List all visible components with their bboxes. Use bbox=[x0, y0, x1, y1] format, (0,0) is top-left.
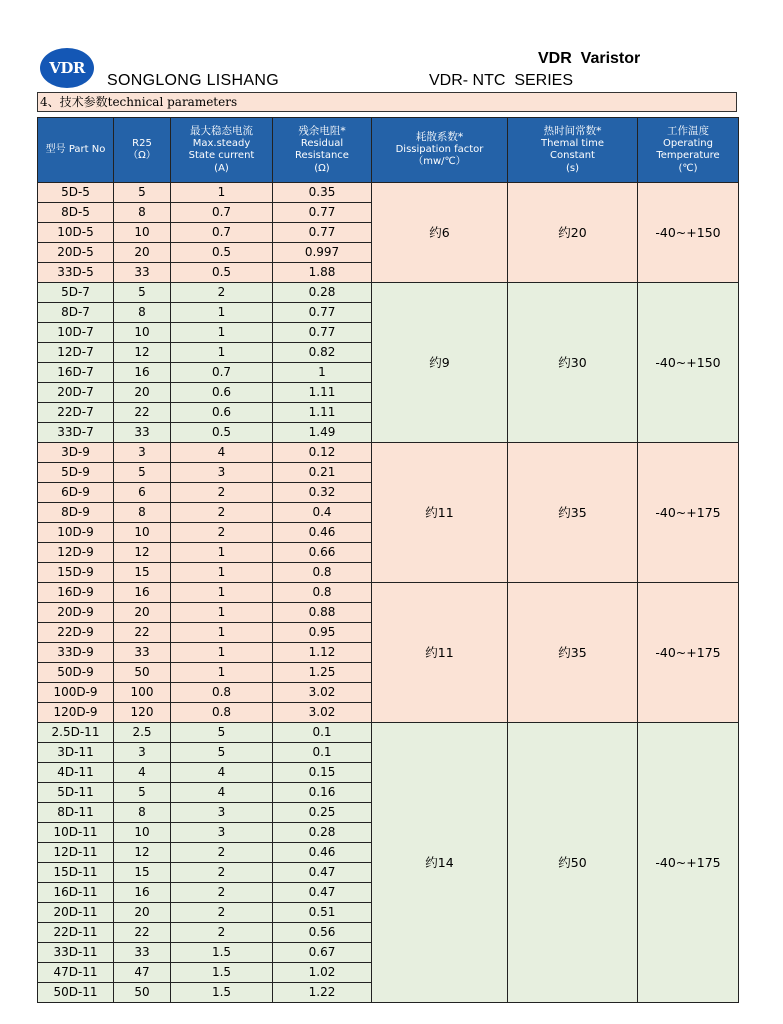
r25-cell: 16 bbox=[114, 363, 171, 383]
max-current-cell: 1 bbox=[171, 183, 273, 203]
column-header-line: 热时间常数* bbox=[543, 125, 602, 137]
column-header-line: 最大稳态电流 bbox=[190, 125, 253, 137]
residual-resistance-cell: 0.77 bbox=[273, 303, 372, 323]
part-number-cell: 5D-5 bbox=[38, 183, 114, 203]
max-current-cell: 1 bbox=[171, 303, 273, 323]
company-name: SONGLONG LISHANG bbox=[107, 72, 279, 89]
residual-resistance-cell: 0.8 bbox=[273, 563, 372, 583]
column-header-line: (A) bbox=[214, 162, 229, 174]
residual-resistance-cell: 0.67 bbox=[273, 943, 372, 963]
r25-cell: 5 bbox=[114, 783, 171, 803]
part-number-cell: 8D-7 bbox=[38, 303, 114, 323]
time-constant-cell: 约35 bbox=[508, 443, 638, 583]
column-header-line: （Ω） bbox=[128, 150, 156, 161]
max-current-cell: 1 bbox=[171, 663, 273, 683]
part-number-cell: 10D-7 bbox=[38, 323, 114, 343]
part-number-cell: 12D-11 bbox=[38, 843, 114, 863]
r25-cell: 12 bbox=[114, 543, 171, 563]
max-current-cell: 1 bbox=[171, 623, 273, 643]
max-current-cell: 5 bbox=[171, 723, 273, 743]
r25-cell: 20 bbox=[114, 603, 171, 623]
part-number-cell: 20D-11 bbox=[38, 903, 114, 923]
max-current-cell: 0.5 bbox=[171, 423, 273, 443]
r25-cell: 4 bbox=[114, 763, 171, 783]
column-header-line: 工作温度 bbox=[667, 125, 709, 137]
operating-temperature-cell: -40~+175 bbox=[638, 583, 739, 723]
residual-resistance-cell: 0.28 bbox=[273, 283, 372, 303]
r25-cell: 15 bbox=[114, 563, 171, 583]
part-number-cell: 33D-5 bbox=[38, 263, 114, 283]
column-header-line: （mw/℃） bbox=[413, 156, 466, 168]
part-number-cell: 15D-11 bbox=[38, 863, 114, 883]
part-number-cell: 6D-9 bbox=[38, 483, 114, 503]
max-current-cell: 4 bbox=[171, 443, 273, 463]
part-number-cell: 5D-11 bbox=[38, 783, 114, 803]
r25-cell: 6 bbox=[114, 483, 171, 503]
residual-resistance-cell: 0.46 bbox=[273, 843, 372, 863]
r25-cell: 100 bbox=[114, 683, 171, 703]
r25-cell: 2.5 bbox=[114, 723, 171, 743]
part-number-cell: 47D-11 bbox=[38, 963, 114, 983]
part-number-cell: 20D-9 bbox=[38, 603, 114, 623]
residual-resistance-cell: 1.88 bbox=[273, 263, 372, 283]
max-current-cell: 1 bbox=[171, 583, 273, 603]
residual-resistance-cell: 0.77 bbox=[273, 323, 372, 343]
r25-cell: 8 bbox=[114, 803, 171, 823]
dissipation-factor-cell: 约6 bbox=[372, 183, 508, 283]
r25-cell: 33 bbox=[114, 423, 171, 443]
residual-resistance-cell: 0.4 bbox=[273, 503, 372, 523]
table-row bbox=[38, 583, 739, 603]
max-current-cell: 1 bbox=[171, 343, 273, 363]
column-header-line: Max.steady bbox=[192, 137, 251, 149]
r25-cell: 8 bbox=[114, 303, 171, 323]
part-number-cell: 4D-11 bbox=[38, 763, 114, 783]
r25-cell: 10 bbox=[114, 223, 171, 243]
residual-resistance-cell: 0.12 bbox=[273, 443, 372, 463]
product-title: VDR Varistor bbox=[538, 50, 641, 67]
max-current-cell: 2 bbox=[171, 903, 273, 923]
residual-resistance-cell: 0.32 bbox=[273, 483, 372, 503]
column-header bbox=[638, 118, 739, 183]
r25-cell: 8 bbox=[114, 503, 171, 523]
part-number-cell: 20D-5 bbox=[38, 243, 114, 263]
residual-resistance-cell: 1.11 bbox=[273, 403, 372, 423]
column-header bbox=[372, 118, 508, 183]
residual-resistance-cell: 0.28 bbox=[273, 823, 372, 843]
max-current-cell: 2 bbox=[171, 483, 273, 503]
r25-cell: 16 bbox=[114, 583, 171, 603]
column-header-line: (s) bbox=[565, 162, 579, 174]
table-row bbox=[38, 183, 739, 203]
part-number-cell: 120D-9 bbox=[38, 703, 114, 723]
section-heading: 4、技术参数technical parameters bbox=[37, 92, 737, 112]
operating-temperature-cell: -40~+175 bbox=[638, 723, 739, 1003]
residual-resistance-cell: 1.22 bbox=[273, 983, 372, 1003]
max-current-cell: 0.8 bbox=[171, 703, 273, 723]
column-header-line: 耗散系数* bbox=[415, 131, 464, 144]
time-constant-cell: 约20 bbox=[508, 183, 638, 283]
vdr-logo bbox=[40, 48, 94, 88]
max-current-cell: 3 bbox=[171, 803, 273, 823]
column-header-line: Resistance bbox=[295, 150, 349, 161]
part-number-cell: 50D-11 bbox=[38, 983, 114, 1003]
residual-resistance-cell: 0.47 bbox=[273, 883, 372, 903]
part-number-cell: 50D-9 bbox=[38, 663, 114, 683]
column-header-line: Temperature bbox=[656, 150, 720, 161]
max-current-cell: 1.5 bbox=[171, 983, 273, 1003]
column-header-line: 型号 Part No bbox=[45, 143, 106, 155]
part-number-cell: 100D-9 bbox=[38, 683, 114, 703]
max-current-cell: 3 bbox=[171, 823, 273, 843]
r25-cell: 50 bbox=[114, 663, 171, 683]
column-header-line: Dissipation factor bbox=[395, 143, 484, 155]
column-header-line: State current bbox=[188, 150, 255, 161]
max-current-cell: 2 bbox=[171, 863, 273, 883]
dissipation-factor-cell: 约11 bbox=[372, 443, 508, 583]
r25-cell: 20 bbox=[114, 383, 171, 403]
residual-resistance-cell: 0.47 bbox=[273, 863, 372, 883]
max-current-cell: 1 bbox=[171, 543, 273, 563]
operating-temperature-cell: -40~+175 bbox=[638, 443, 739, 583]
operating-temperature-cell: -40~+150 bbox=[638, 283, 739, 443]
residual-resistance-cell: 0.997 bbox=[273, 243, 372, 263]
max-current-cell: 2 bbox=[171, 843, 273, 863]
residual-resistance-cell: 0.51 bbox=[273, 903, 372, 923]
part-number-cell: 3D-9 bbox=[38, 443, 114, 463]
operating-temperature-cell: -40~+150 bbox=[638, 183, 739, 283]
column-header-line: Residual bbox=[300, 137, 344, 149]
residual-resistance-cell: 0.46 bbox=[273, 523, 372, 543]
max-current-cell: 0.8 bbox=[171, 683, 273, 703]
r25-cell: 3 bbox=[114, 443, 171, 463]
column-header-line: (Ω) bbox=[314, 162, 330, 174]
max-current-cell: 0.7 bbox=[171, 223, 273, 243]
part-number-cell: 33D-9 bbox=[38, 643, 114, 663]
logo-text: VDR bbox=[49, 59, 85, 77]
max-current-cell: 1.5 bbox=[171, 943, 273, 963]
part-number-cell: 12D-9 bbox=[38, 543, 114, 563]
part-number-cell: 15D-9 bbox=[38, 563, 114, 583]
residual-resistance-cell: 0.15 bbox=[273, 763, 372, 783]
r25-cell: 5 bbox=[114, 183, 171, 203]
time-constant-cell: 约30 bbox=[508, 283, 638, 443]
residual-resistance-cell: 0.88 bbox=[273, 603, 372, 623]
residual-resistance-cell: 0.8 bbox=[273, 583, 372, 603]
r25-cell: 16 bbox=[114, 883, 171, 903]
part-number-cell: 5D-9 bbox=[38, 463, 114, 483]
residual-resistance-cell: 0.16 bbox=[273, 783, 372, 803]
r25-cell: 15 bbox=[114, 863, 171, 883]
dissipation-factor-cell: 约9 bbox=[372, 283, 508, 443]
residual-resistance-cell: 1.11 bbox=[273, 383, 372, 403]
part-number-cell: 22D-7 bbox=[38, 403, 114, 423]
r25-cell: 12 bbox=[114, 343, 171, 363]
table-row bbox=[38, 283, 739, 303]
part-number-cell: 22D-9 bbox=[38, 623, 114, 643]
time-constant-cell: 约50 bbox=[508, 723, 638, 1003]
residual-resistance-cell: 3.02 bbox=[273, 703, 372, 723]
r25-cell: 12 bbox=[114, 843, 171, 863]
max-current-cell: 2 bbox=[171, 923, 273, 943]
max-current-cell: 1 bbox=[171, 563, 273, 583]
residual-resistance-cell: 0.95 bbox=[273, 623, 372, 643]
series-title: VDR- NTC SERIES bbox=[429, 72, 574, 89]
r25-cell: 10 bbox=[114, 323, 171, 343]
max-current-cell: 5 bbox=[171, 743, 273, 763]
residual-resistance-cell: 0.1 bbox=[273, 743, 372, 763]
max-current-cell: 2 bbox=[171, 883, 273, 903]
part-number-cell: 2.5D-11 bbox=[38, 723, 114, 743]
part-number-cell: 10D-5 bbox=[38, 223, 114, 243]
column-header bbox=[171, 118, 273, 183]
max-current-cell: 0.5 bbox=[171, 243, 273, 263]
r25-cell: 3 bbox=[114, 743, 171, 763]
part-number-cell: 10D-9 bbox=[38, 523, 114, 543]
column-header-line: Constant bbox=[550, 150, 595, 161]
r25-cell: 22 bbox=[114, 403, 171, 423]
column-header-line: Operating bbox=[663, 137, 713, 149]
column-header bbox=[508, 118, 638, 183]
max-current-cell: 0.5 bbox=[171, 263, 273, 283]
max-current-cell: 0.7 bbox=[171, 363, 273, 383]
residual-resistance-cell: 0.82 bbox=[273, 343, 372, 363]
residual-resistance-cell: 1.12 bbox=[273, 643, 372, 663]
column-header-line: (℃) bbox=[678, 162, 698, 174]
part-number-cell: 20D-7 bbox=[38, 383, 114, 403]
max-current-cell: 4 bbox=[171, 783, 273, 803]
max-current-cell: 1.5 bbox=[171, 963, 273, 983]
residual-resistance-cell: 0.35 bbox=[273, 183, 372, 203]
r25-cell: 22 bbox=[114, 923, 171, 943]
header-row bbox=[38, 118, 739, 183]
part-number-cell: 8D-5 bbox=[38, 203, 114, 223]
residual-resistance-cell: 1 bbox=[273, 363, 372, 383]
residual-resistance-cell: 0.25 bbox=[273, 803, 372, 823]
r25-cell: 20 bbox=[114, 243, 171, 263]
part-number-cell: 22D-11 bbox=[38, 923, 114, 943]
max-current-cell: 1 bbox=[171, 323, 273, 343]
max-current-cell: 2 bbox=[171, 283, 273, 303]
residual-resistance-cell: 0.1 bbox=[273, 723, 372, 743]
r25-cell: 120 bbox=[114, 703, 171, 723]
residual-resistance-cell: 0.66 bbox=[273, 543, 372, 563]
max-current-cell: 2 bbox=[171, 523, 273, 543]
part-number-cell: 10D-11 bbox=[38, 823, 114, 843]
max-current-cell: 0.7 bbox=[171, 203, 273, 223]
r25-cell: 47 bbox=[114, 963, 171, 983]
r25-cell: 10 bbox=[114, 823, 171, 843]
r25-cell: 10 bbox=[114, 523, 171, 543]
r25-cell: 33 bbox=[114, 643, 171, 663]
max-current-cell: 0.6 bbox=[171, 383, 273, 403]
max-current-cell: 2 bbox=[171, 503, 273, 523]
residual-resistance-cell: 0.77 bbox=[273, 223, 372, 243]
r25-cell: 5 bbox=[114, 283, 171, 303]
table-row bbox=[38, 443, 739, 463]
column-header bbox=[114, 118, 171, 183]
column-header bbox=[38, 118, 114, 183]
max-current-cell: 4 bbox=[171, 763, 273, 783]
column-header-line: Themal time bbox=[540, 137, 605, 149]
max-current-cell: 1 bbox=[171, 603, 273, 623]
residual-resistance-cell: 3.02 bbox=[273, 683, 372, 703]
part-number-cell: 33D-7 bbox=[38, 423, 114, 443]
table-header bbox=[38, 118, 739, 183]
r25-cell: 33 bbox=[114, 943, 171, 963]
residual-resistance-cell: 0.21 bbox=[273, 463, 372, 483]
part-number-cell: 8D-9 bbox=[38, 503, 114, 523]
residual-resistance-cell: 0.77 bbox=[273, 203, 372, 223]
part-number-cell: 16D-7 bbox=[38, 363, 114, 383]
technical-parameters-table bbox=[37, 117, 739, 1003]
part-number-cell: 3D-11 bbox=[38, 743, 114, 763]
table-body bbox=[38, 183, 739, 1003]
dissipation-factor-cell: 约14 bbox=[372, 723, 508, 1003]
r25-cell: 22 bbox=[114, 623, 171, 643]
max-current-cell: 1 bbox=[171, 643, 273, 663]
max-current-cell: 3 bbox=[171, 463, 273, 483]
column-header bbox=[273, 118, 372, 183]
part-number-cell: 16D-9 bbox=[38, 583, 114, 603]
table-row bbox=[38, 723, 739, 743]
r25-cell: 8 bbox=[114, 203, 171, 223]
part-number-cell: 16D-11 bbox=[38, 883, 114, 903]
residual-resistance-cell: 1.25 bbox=[273, 663, 372, 683]
part-number-cell: 5D-7 bbox=[38, 283, 114, 303]
max-current-cell: 0.6 bbox=[171, 403, 273, 423]
time-constant-cell: 约35 bbox=[508, 583, 638, 723]
residual-resistance-cell: 1.02 bbox=[273, 963, 372, 983]
part-number-cell: 8D-11 bbox=[38, 803, 114, 823]
residual-resistance-cell: 1.49 bbox=[273, 423, 372, 443]
part-number-cell: 33D-11 bbox=[38, 943, 114, 963]
r25-cell: 33 bbox=[114, 263, 171, 283]
part-number-cell: 12D-7 bbox=[38, 343, 114, 363]
r25-cell: 20 bbox=[114, 903, 171, 923]
column-header-line: R25 bbox=[132, 137, 152, 149]
residual-resistance-cell: 0.56 bbox=[273, 923, 372, 943]
r25-cell: 50 bbox=[114, 983, 171, 1003]
column-header-line: 残余电阻* bbox=[298, 125, 346, 137]
r25-cell: 5 bbox=[114, 463, 171, 483]
dissipation-factor-cell: 约11 bbox=[372, 583, 508, 723]
